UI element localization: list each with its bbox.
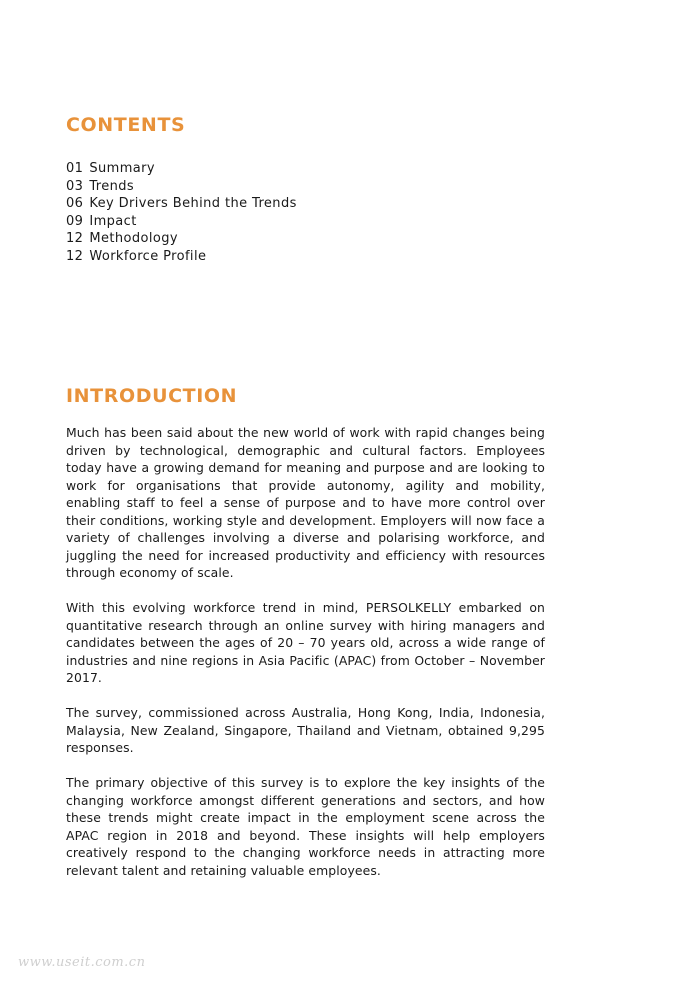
toc-title: Trends xyxy=(89,178,135,194)
intro-paragraph: The survey, commissioned across Australia, Hong Kong, India, Indonesia, Malaysia, New Zealand, Singapore, Thailand and Vietnam, obtained 9,295 responses. xyxy=(66,705,545,755)
intro-paragraph: The primary objective of this survey is to explore the key insights of the changing workforce amongst different generations and sectors, and how these trends might create impact in the employment scene across the APAC region in 2018 and beyond. These insights will help employers creatively respond to the changing workforce needs in attracting more relevant talent and retaining valuable employees. xyxy=(66,775,545,878)
toc-item-methodology[interactable] xyxy=(66,230,297,248)
introduction-heading: INTRODUCTION xyxy=(66,385,238,407)
toc-item-trends[interactable] xyxy=(66,178,297,196)
toc-title: Impact xyxy=(89,213,137,229)
toc-item-key-drivers[interactable] xyxy=(66,195,297,213)
toc-item-workforce-profile[interactable] xyxy=(66,248,297,266)
toc-title: Methodology xyxy=(89,231,178,246)
intro-paragraph: With this evolving workforce trend in mind, PERSOLKELLY embarked on quantitative research through an online survey with hiring managers and candidates between the ages of 20 – 70 years old, across a wide range of industries and nine regions in Asia Pacific (APAC) from October – November 2017. xyxy=(66,600,545,685)
toc-page-number: 03 xyxy=(66,178,84,194)
watermark: www.useit.com.cn xyxy=(18,955,146,970)
toc-page-number: 12 xyxy=(66,231,84,246)
table-of-contents xyxy=(66,160,297,265)
toc-item-impact[interactable] xyxy=(66,213,297,231)
toc-title: Workforce Profile xyxy=(89,248,207,264)
toc-title: Key Drivers Behind the Trends xyxy=(89,196,297,211)
toc-item-summary[interactable] xyxy=(66,160,297,178)
toc-page-number: 12 xyxy=(66,248,84,264)
toc-page-number: 09 xyxy=(66,213,84,229)
contents-heading: CONTENTS xyxy=(66,114,186,136)
introduction-body xyxy=(66,424,545,897)
toc-page-number: 01 xyxy=(66,161,84,176)
intro-paragraph: Much has been said about the new world of work with rapid changes being driven by technological, demographic and cultural factors. Employees today have a growing demand for meaning and purpose and are looking to work for organisations that provide autonomy, agility and mobility, enabling staff to feel a sense of purpose and to have more control over their conditions, working style and development. Employers will now face a variety of challenges involving a diverse and polarising workforce, and juggling the need for increased productivity and efficiency with resources through economy of scale. xyxy=(66,425,545,580)
toc-title: Summary xyxy=(89,161,155,176)
toc-page-number: 06 xyxy=(66,196,84,211)
